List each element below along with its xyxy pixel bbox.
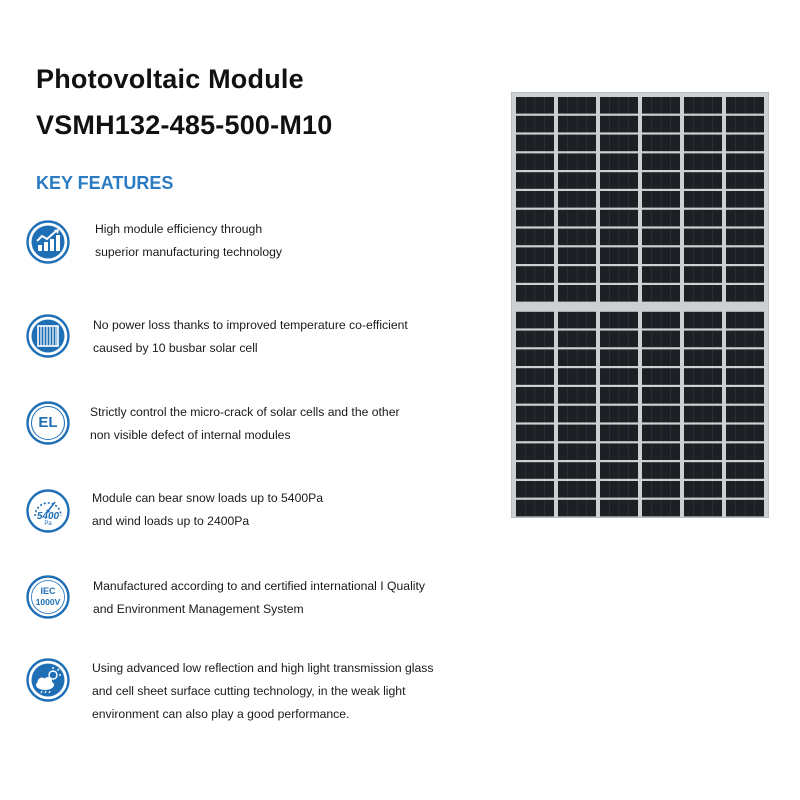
feature-text-line: No power loss thanks to improved temperature co-efficient	[93, 318, 408, 332]
feature-text-line: Strictly control the micro-crack of solar cells and the other	[90, 405, 400, 419]
efficiency-chart-icon	[26, 220, 70, 264]
iec-icon-label: IEC	[40, 586, 56, 596]
iec-certification-icon	[26, 575, 70, 619]
load-gauge-icon	[26, 489, 70, 533]
load-gauge-unit: Pa	[44, 521, 52, 527]
feature-text-line: and Environment Management System	[93, 602, 304, 616]
feature-text-line: and wind loads up to 2400Pa	[92, 514, 250, 528]
feature-text-line: Using advanced low reflection and high light transmission glass	[92, 661, 434, 675]
feature-text-line: and cell sheet surface cutting technology, in the weak light	[92, 684, 406, 698]
busbar-cell-icon	[26, 314, 70, 358]
el-icon	[26, 401, 70, 445]
weak-light-icon	[26, 658, 70, 702]
feature-text-line: High module efficiency through	[95, 222, 263, 236]
load-gauge-value: 5400	[36, 511, 60, 522]
product-model: VSMH132-485-500-M10	[36, 110, 333, 140]
feature-text-line: Manufactured according to and certified international I Quality	[93, 579, 425, 593]
feature-text-line: Module can bear snow loads up to 5400Pa	[92, 491, 324, 505]
feature-text-line: caused by 10 busbar solar cell	[93, 341, 258, 355]
el-icon-label: EL	[38, 414, 58, 431]
section-title: KEY FEATURES	[36, 173, 174, 193]
feature-text-line: superior manufacturing technology	[95, 245, 282, 259]
solar-panel-image	[511, 92, 769, 518]
feature-text-line: non visible defect of internal modules	[90, 428, 291, 442]
product-title: Photovoltaic Module	[36, 64, 304, 94]
solar-panel-cells	[512, 93, 768, 517]
feature-text-line: environment can also play a good performance.	[92, 707, 350, 721]
iec-icon-voltage: 1000V	[35, 597, 61, 607]
